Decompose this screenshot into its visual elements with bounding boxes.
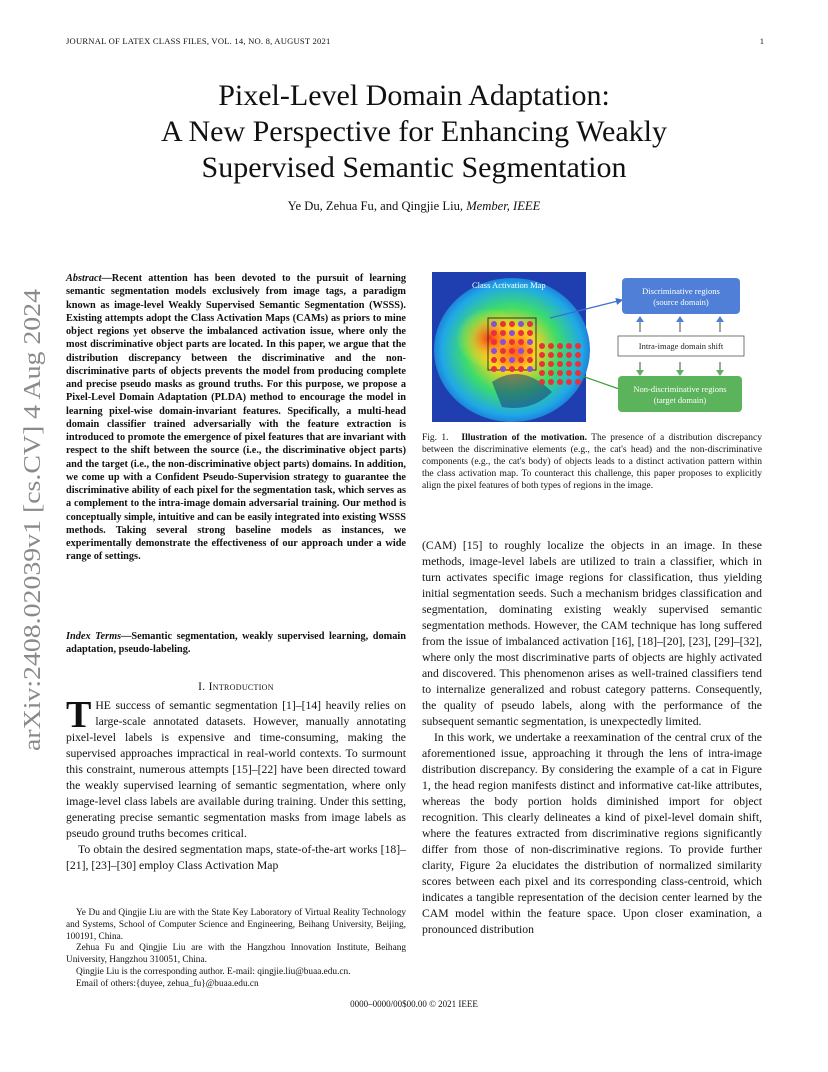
author-list [100, 199, 728, 214]
activation-dot [575, 352, 581, 358]
activation-dot [539, 379, 545, 385]
activation-dot [509, 339, 515, 345]
section-heading: I. Introduction [198, 681, 274, 693]
activation-dot [548, 343, 554, 349]
target-domain-box [618, 376, 742, 412]
activation-dot [509, 366, 515, 372]
paragraph: In this work, we undertake a reexamination of the central crux of the aforementioned issue, approaching it through the lens of intra-image distribution discrepancy. By considering the example of a cat in Figure 1, the head region manifests distinct and informative cat-like attributes, whereas the body portion holds diminished import for object recognition. This clearly delineates a kind of pixel-level domain shift, where the features extracted from discriminative regions significantly differ from those of non-discriminative regions. To provide further clarity, Figure 2a elucidates the distribution of normalized similarity scores between each pixel and its corresponding class-centroid, which indicates a tangible representation of the decision center learned by the CAM model within the feature space. Upon closer examination, a pronounced distribution [422, 731, 762, 936]
activation-dot [548, 352, 554, 358]
abstract-label: Abstract [66, 273, 102, 284]
activation-dot [509, 330, 515, 336]
figure-caption [422, 432, 762, 492]
index-terms [66, 630, 406, 657]
activation-dot [575, 361, 581, 367]
activation-dot [491, 366, 497, 372]
activation-dot [548, 370, 554, 376]
source-domain-box [622, 278, 740, 314]
activation-dot [500, 366, 506, 372]
activation-dot [527, 366, 533, 372]
right-column-body [422, 538, 762, 938]
activation-dot [518, 357, 524, 363]
arxiv-stamp [10, 286, 50, 756]
activation-dot [557, 343, 563, 349]
footnote: Email of others:{duyee, zehua_fu}@buaa.edu.cn [76, 978, 259, 989]
activation-dot [539, 352, 545, 358]
target-domain-sub: (target domain) [653, 395, 707, 405]
intro-paragraph-2: To obtain the desired segmentation maps, state-of-the-art works [18]–[21], [23]–[30] employ Class Activation Map [66, 843, 406, 872]
activation-dot [500, 348, 506, 354]
activation-dot [518, 348, 524, 354]
activation-dot [539, 361, 545, 367]
cam-label: Class Activation Map [472, 280, 546, 290]
caption-label: Fig. 1. [422, 433, 449, 443]
title-line: Pixel-Level Domain Adaptation: [218, 79, 610, 112]
activation-dot [539, 343, 545, 349]
footnotes [66, 908, 406, 991]
activation-dot [539, 370, 545, 376]
caption-text: The presence of a distribution discrepancy between the discriminative elements (e.g., the cat's head) and the non-discriminative components (e.g., the cat's body) of objects leads to a distinct activation pattern within the class activation map. To counteract this challenge, this paper proposes to explicitly align the pixel features of both types of regions in the image. [422, 433, 762, 491]
paper-title [100, 78, 728, 186]
activation-dot [509, 348, 515, 354]
page-number: 1 [759, 36, 764, 46]
activation-dot [557, 370, 563, 376]
activation-dot [518, 330, 524, 336]
activation-dot [557, 361, 563, 367]
abstract [66, 272, 406, 564]
activation-dot [500, 321, 506, 327]
activation-dot [566, 343, 572, 349]
target-domain-label: Non-discriminative regions [633, 384, 727, 394]
figure-1 [432, 272, 762, 422]
drop-cap: T [66, 694, 92, 736]
author-membership: Member, IEEE [466, 199, 541, 213]
activation-dot [509, 321, 515, 327]
footnote: Qingjie Liu is the corresponding author. E-mail: qingjie.liu@buaa.edu.cn. [76, 966, 351, 977]
index-terms-label: Index Terms [66, 631, 122, 642]
activation-dot [557, 352, 563, 358]
author-names: Ye Du, Zehua Fu, and Qingjie Liu, [287, 199, 464, 213]
activation-dot [566, 379, 572, 385]
activation-dot [566, 370, 572, 376]
activation-dot [557, 379, 563, 385]
domain-shift-label: Intra-image domain shift [638, 341, 724, 351]
activation-dot [575, 370, 581, 376]
abstract-text: —Recent attention has been devoted to the pursuit of learning semantic segmentation models exclusively from image tags, a paradigm known as image-level Weakly Supervised Semantic Segmentation (WSSS). Existing attempts adopt the Class Activation Maps (CAMs) as priors to mine object regions yet observe the imbalanced activation issue, where only the most discriminative object parts are located. In this paper, we argue that the distribution discrepancy between the discriminative and the non-discriminative parts of objects prevents the model from producing complete and precise pseudo masks as ground truths. For this purpose, we propose a Pixel-Level Domain Adaptation (PLDA) method to encourage the model in learning pixel-wise domain-invariant features. Specifically, a multi-head domain classifier trained adversarially with the feature extraction is introduced to promote the emergence of pixel features that are invariant with respect to the shift between the source (i.e., the discriminative object parts) and the target (i.e., the non-discriminative object parts) domains. In addition, we come up with a Confident Pseudo-Supervision strategy to guarantee the discriminative ability of each pixel for the segmentation task, which serves as a complement to the intra-image domain adversarial training. Our method is conceptually simple, intuitive and can be easily integrated into existing WSSS methods. Taking several strong baseline models as instances, we experimentally demonstrate the effectiveness of our approach under a wide range of settings. [66, 273, 406, 563]
source-domain-label: Discriminative regions [642, 286, 720, 296]
activation-dot [500, 330, 506, 336]
activation-dot [491, 348, 497, 354]
activation-dot [527, 339, 533, 345]
activation-dot [500, 339, 506, 345]
activation-dot [518, 339, 524, 345]
running-head: JOURNAL OF LATEX CLASS FILES, VOL. 14, NO. 8, AUGUST 2021 [66, 36, 331, 46]
activation-dot [491, 330, 497, 336]
footnote: Ye Du and Qingjie Liu are with the State Key Laboratory of Virtual Reality Technology and Systems, School of Computer Science and Engineering, Beihang University, Beijing, 100191, China. [66, 908, 406, 942]
activation-dot [491, 357, 497, 363]
activation-dot [500, 357, 506, 363]
footnote: Zehua Fu and Qingjie Liu are with the Hangzhou Innovation Institute, Beihang University, Hangzhou 310051, China. [66, 943, 406, 966]
activation-dot [548, 361, 554, 367]
activation-dot [518, 321, 524, 327]
activation-dot [527, 357, 533, 363]
arxiv-id: arXiv:2408.02039v1 [cs.CV] 4 Aug 2024 [20, 352, 46, 751]
source-domain-sub: (source domain) [653, 297, 709, 307]
activation-dot [491, 321, 497, 327]
activation-dot [491, 339, 497, 345]
intro-body [66, 694, 406, 874]
paragraph: (CAM) [15] to roughly localize the objects in an image. In these methods, image-level labels are utilized to train a classifier, which in turn activates specific image regions for classification, thus yielding initial segmentation seeds. Such a mechanism bridges classification and segmentation, dominating existing weakly supervised semantic segmentation methods. However, the CAM technique has long suffered from the issue of imbalanced activation [16], [18]–[20], [23], [29]–[32], where only the most discriminative parts of objects are highly activated and discovered. This phenomenon arises as well-trained classifiers tend to internalize generalized and robust category patterns. Consequently, the quality of pseudo labels, along with the performance of the subsequent semantic segmentation, is unexpectedly limited. [422, 539, 762, 728]
activation-dot [566, 352, 572, 358]
activation-dot [548, 379, 554, 385]
activation-dot [566, 361, 572, 367]
copyright-line: 0000–0000/00$00.00 © 2021 IEEE [350, 999, 478, 1009]
title-line: A New Perspective for Enhancing Weakly [160, 115, 668, 148]
activation-dot [527, 321, 533, 327]
activation-dot [527, 330, 533, 336]
activation-dot [575, 343, 581, 349]
activation-dot [575, 379, 581, 385]
activation-dot [518, 366, 524, 372]
caption-title: Illustration of the motivation. [461, 433, 588, 443]
activation-dot [509, 357, 515, 363]
title-line: Supervised Semantic Segmentation [201, 151, 627, 184]
intro-paragraph-1: HE success of semantic segmentation [1]–[14] heavily relies on large-scale annotated datasets. However, manually annotating pixel-level labels is expensive and time-consuming, making the supervised approaches impractical in real-world contexts. To surmount this constraint, numerous attempts [15]–[22] have been directed toward the weakly supervised learning of semantic segmentation, where only image-level class labels are available during training. Under this setting, generating precise semantic segmentation masks from image labels as pseudo ground truths becomes critical. [66, 699, 406, 840]
index-terms-text: —Semantic segmentation, weakly supervised learning, domain adaptation, pseudo-labeling. [66, 631, 406, 656]
activation-dot [527, 348, 533, 354]
